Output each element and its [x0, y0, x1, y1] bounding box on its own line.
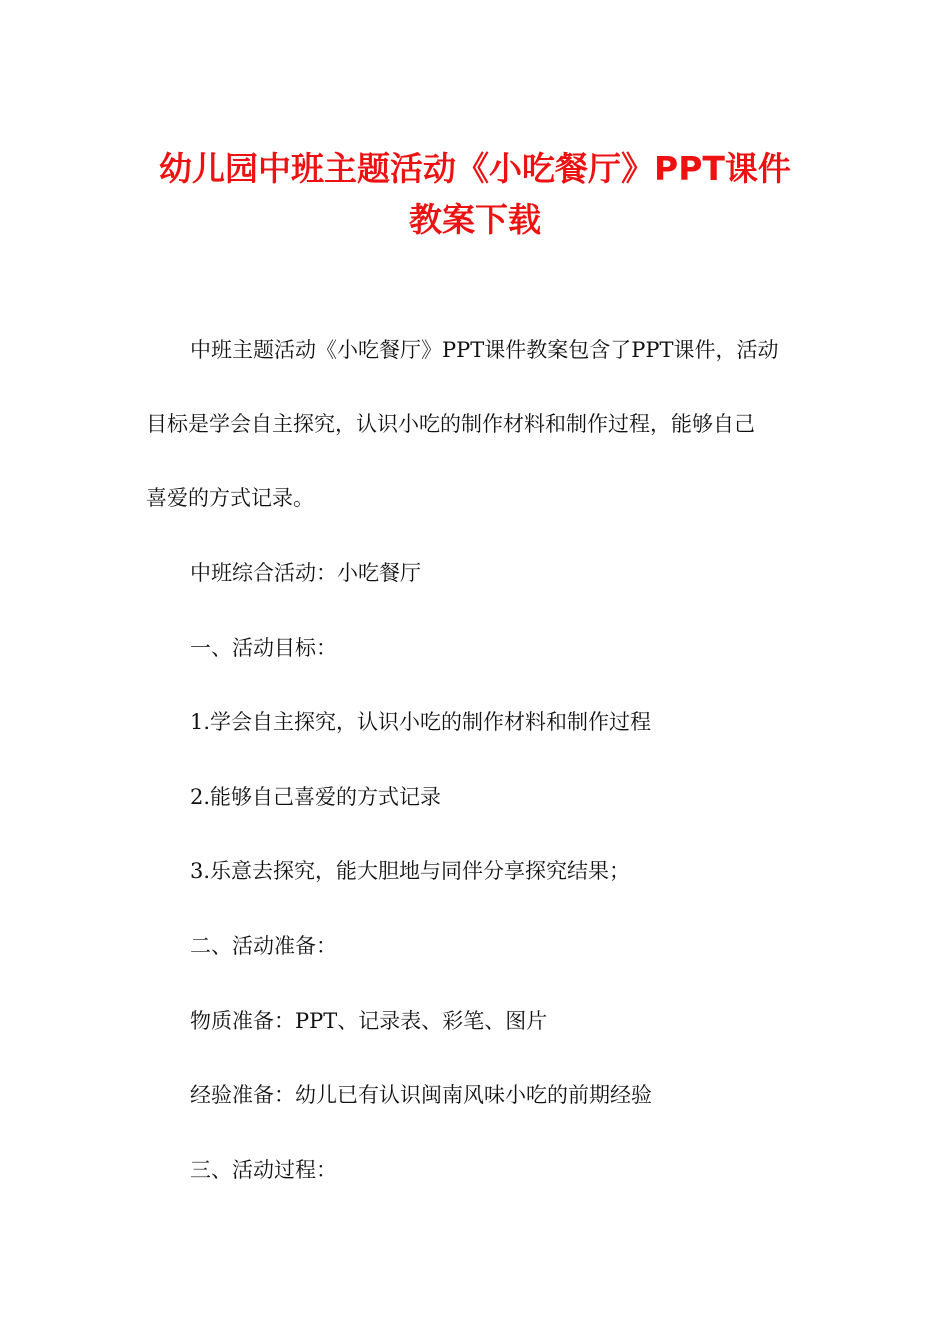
section-heading-process: 三、活动过程： — [190, 1158, 337, 1182]
document-title-line-1: 幼儿园中班主题活动《小吃餐厅》PPT课件 — [159, 149, 791, 188]
section-heading-preparation: 二、活动准备： — [190, 934, 337, 958]
activity-name: 中班综合活动：小吃餐厅 — [190, 561, 421, 585]
goal-item-1: 1.学会自主探究，认识小吃的制作材料和制作过程 — [190, 710, 652, 734]
section-heading-goals: 一、活动目标： — [190, 636, 337, 660]
goal-item-3: 3.乐意去探究，能大胆地与同伴分享探究结果； — [190, 859, 631, 883]
experience-preparation: 经验准备：幼儿已有认识闽南风味小吃的前期经验 — [190, 1083, 652, 1107]
material-preparation: 物质准备：PPT、记录表、彩笔、图片 — [190, 1009, 548, 1033]
intro-line-1: 中班主题活动《小吃餐厅》PPT课件教案包含了PPT课件，活动 — [190, 338, 779, 362]
goal-item-2: 2.能够自己喜爱的方式记录 — [190, 785, 442, 809]
intro-line-2: 目标是学会自主探究，认识小吃的制作材料和制作过程，能够自己 — [146, 412, 755, 436]
intro-line-3: 喜爱的方式记录。 — [146, 486, 314, 510]
document-title-line-2: 教案下载 — [409, 200, 541, 239]
